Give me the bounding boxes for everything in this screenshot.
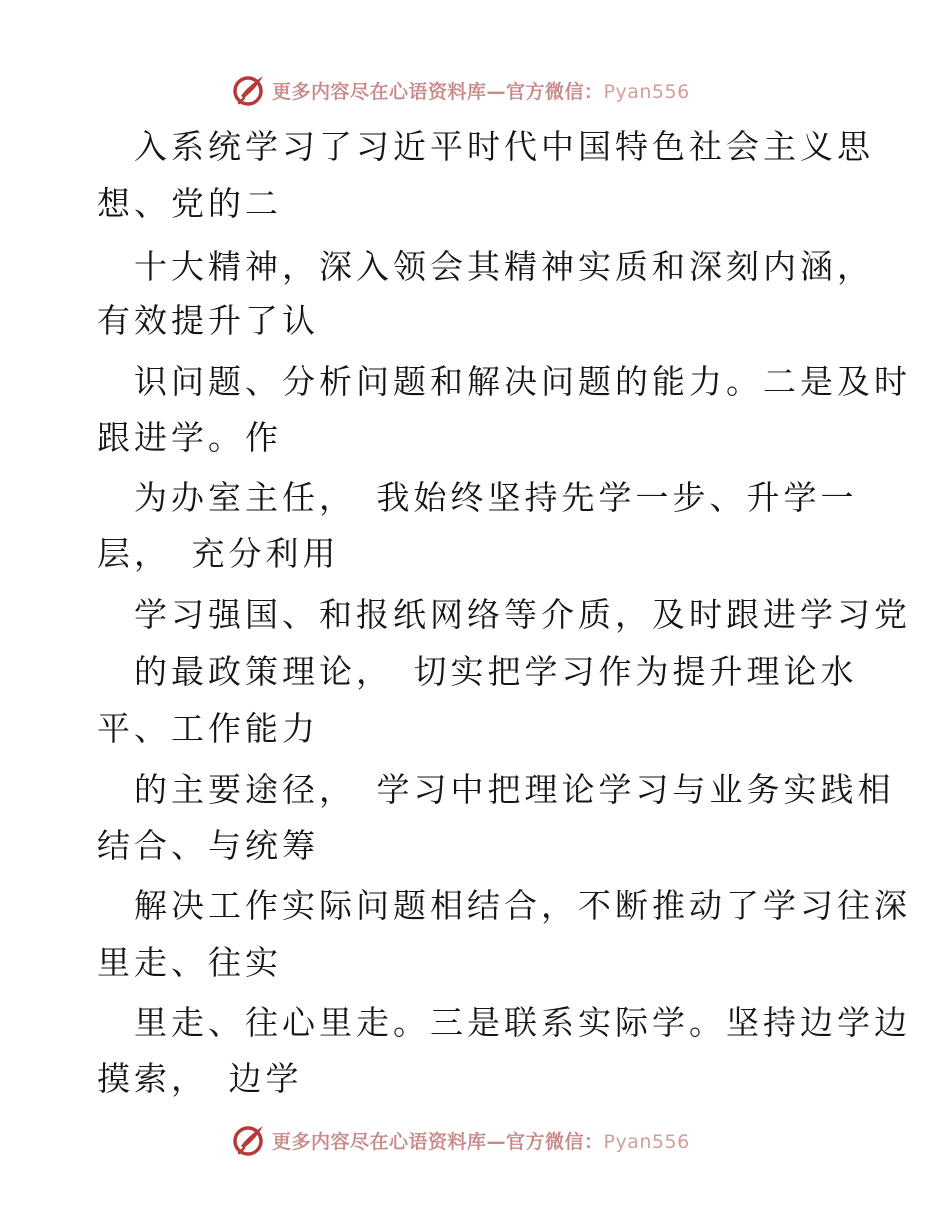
text-line: 十大精神，深入领会其精神实质和深刻内涵， xyxy=(134,247,874,286)
footer-watermark xyxy=(232,1122,690,1158)
text-line: 跟进学。作 xyxy=(97,418,282,457)
quill-logo-icon xyxy=(232,1123,266,1157)
text-line: 里走、往心里走。三是联系实际学。坚持边学边 xyxy=(134,1003,911,1042)
text-line: 的最政策理论， 切实把学习作为提升理论水 xyxy=(134,652,858,691)
text-line: 层， 充分利用 xyxy=(97,534,340,573)
text-line: 平、工作能力 xyxy=(97,709,319,748)
text-line: 想、党的二 xyxy=(97,184,282,223)
text-line: 入系统学习了习近平时代中国特色社会主义思 xyxy=(134,127,874,166)
text-line: 有效提升了认 xyxy=(97,301,319,340)
text-line: 的主要途径， 学习中把理论学习与业务实践相 xyxy=(134,770,895,809)
text-line: 摸索， 边学 xyxy=(97,1059,303,1098)
watermark-handle-text: Pyan556 xyxy=(603,80,690,103)
text-line: 学习强国、和报纸网络等介质，及时跟进学习党 xyxy=(134,595,911,634)
watermark-handle-text: Pyan556 xyxy=(603,1130,690,1153)
text-line: 为办室主任， 我始终坚持先学一步、升学一 xyxy=(134,478,858,517)
watermark-brand-text: 更多内容尽在心语资料库—官方微信： xyxy=(272,80,604,103)
text-line: 结合、与统筹 xyxy=(97,826,319,865)
watermark-brand-text: 更多内容尽在心语资料库—官方微信： xyxy=(272,1130,604,1153)
text-line: 识问题、分析问题和解决问题的能力。二是及时 xyxy=(134,362,911,401)
text-line: 解决工作实际问题相结合，不断推动了学习往深 xyxy=(134,886,911,925)
text-line: 里走、往实 xyxy=(97,943,282,982)
